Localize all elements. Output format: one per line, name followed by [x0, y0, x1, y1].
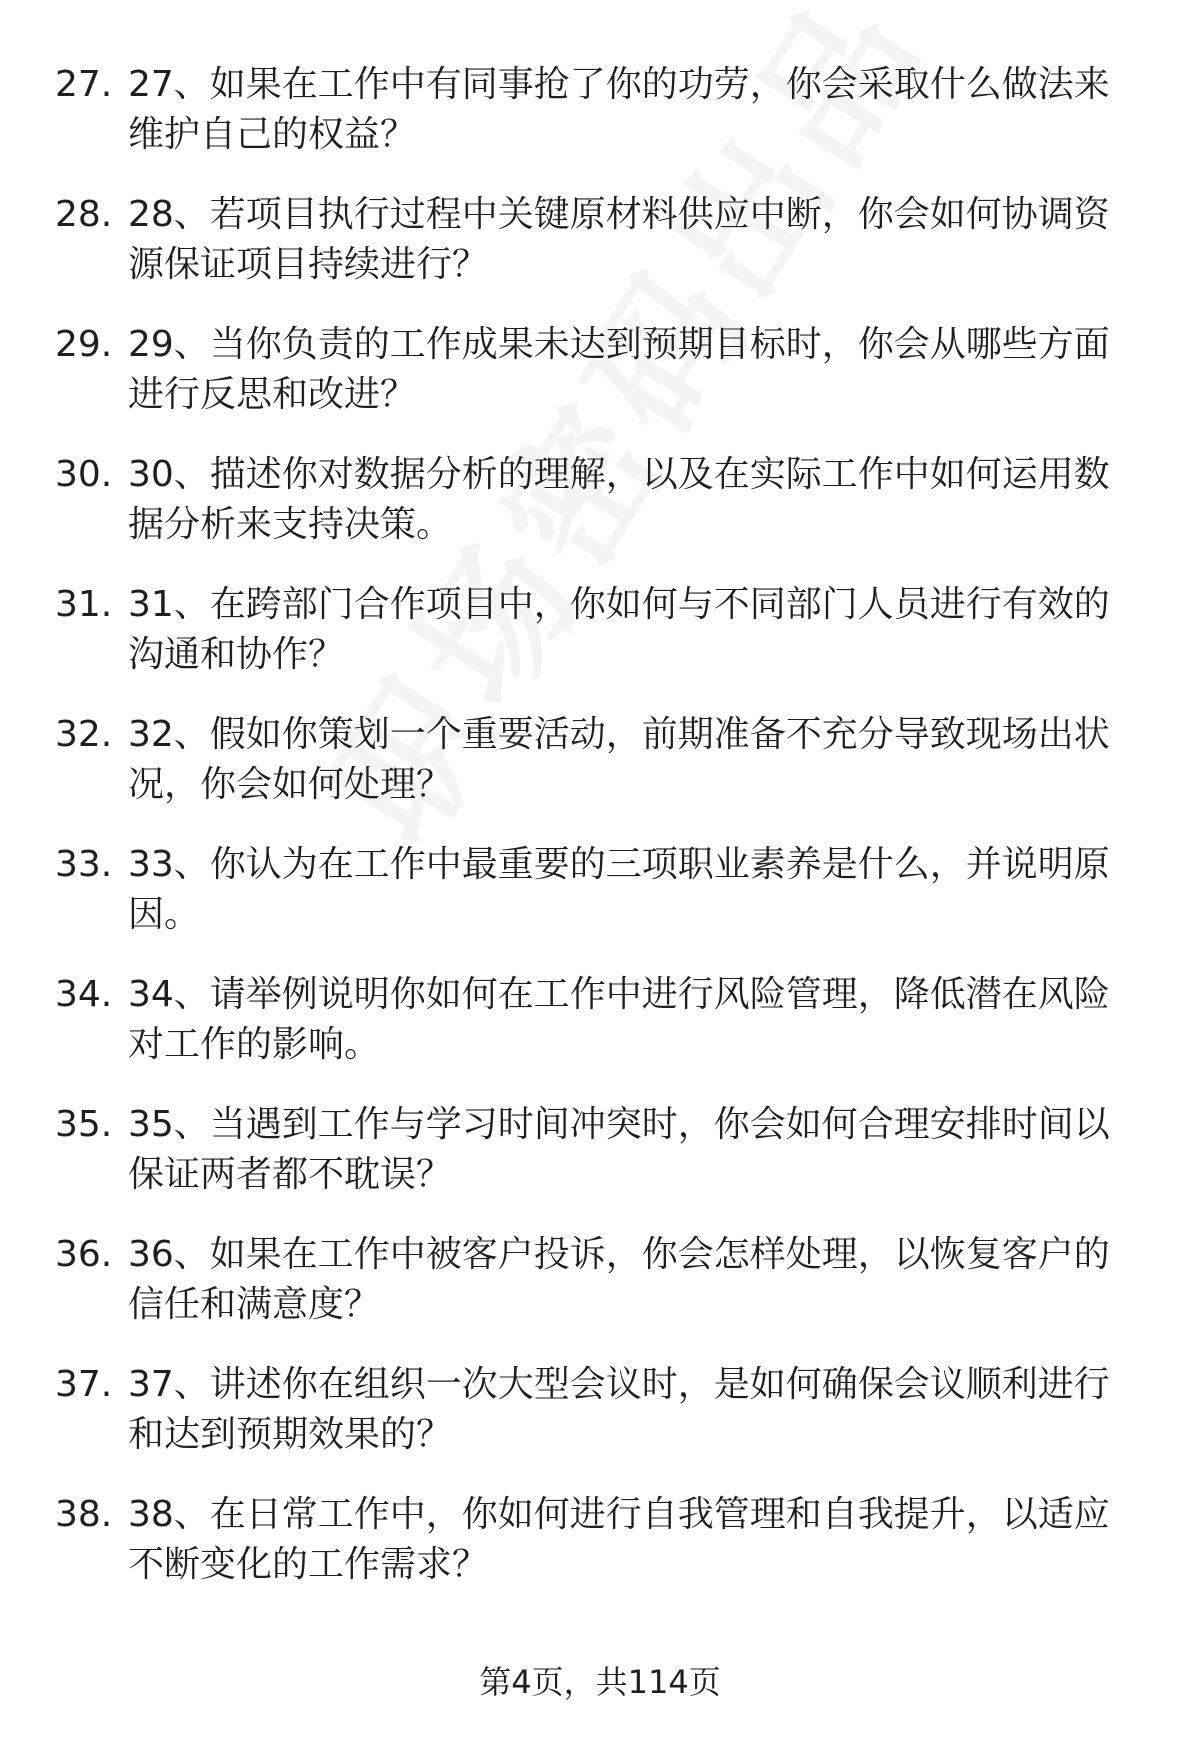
question-item: [55, 1230, 1145, 1334]
question-number: 27.: [55, 64, 113, 105]
question-number: 35.: [55, 1104, 113, 1145]
question-item: [55, 450, 1145, 554]
question-text: 27、如果在工作中有同事抢了你的功劳，你会采取什么做法来维护自己的权益？: [128, 64, 1110, 155]
question-text: 29、当你负责的工作成果未达到预期目标时，你会从哪些方面进行反思和改进？: [128, 324, 1110, 415]
question-item: [55, 1100, 1145, 1204]
question-item: [55, 1490, 1145, 1594]
question-item: [55, 320, 1145, 424]
question-number: 30.: [55, 454, 113, 495]
question-item: [55, 710, 1145, 814]
question-text: 38、在日常工作中，你如何进行自我管理和自我提升，以适应不断变化的工作需求？: [128, 1494, 1110, 1585]
question-item: [55, 580, 1145, 684]
question-item: [55, 1360, 1145, 1464]
page-footer: 第4页，共114页: [479, 1663, 721, 1701]
question-number: 29.: [55, 324, 113, 365]
question-number: 36.: [55, 1234, 113, 1275]
question-item: [55, 60, 1145, 164]
question-text: 28、若项目执行过程中关键原材料供应中断，你会如何协调资源保证项目持续进行？: [128, 194, 1110, 285]
question-number: 38.: [55, 1494, 113, 1535]
question-text: 34、请举例说明你如何在工作中进行风险管理，降低潜在风险对工作的影响。: [128, 974, 1110, 1065]
question-number: 28.: [55, 194, 113, 235]
question-number: 32.: [55, 714, 113, 755]
question-text: 33、你认为在工作中最重要的三项职业素养是什么，并说明原因。: [128, 844, 1110, 935]
question-number: 37.: [55, 1364, 113, 1405]
question-text: 36、如果在工作中被客户投诉，你会怎样处理，以恢复客户的信任和满意度？: [128, 1234, 1110, 1325]
question-list: [55, 60, 1145, 1620]
question-text: 30、描述你对数据分析的理解，以及在实际工作中如何运用数据分析来支持决策。: [128, 454, 1110, 545]
question-text: 37、讲述你在组织一次大型会议时，是如何确保会议顺利进行和达到预期效果的？: [128, 1364, 1110, 1455]
question-number: 34.: [55, 974, 113, 1015]
question-text: 31、在跨部门合作项目中，你如何与不同部门人员进行有效的沟通和协作？: [128, 584, 1110, 675]
question-item: [55, 190, 1145, 294]
question-item: [55, 970, 1145, 1074]
question-item: [55, 840, 1145, 944]
question-text: 32、假如你策划一个重要活动，前期准备不充分导致现场出状况，你会如何处理？: [128, 714, 1110, 805]
question-number: 31.: [55, 584, 113, 625]
question-text: 35、当遇到工作与学习时间冲突时，你会如何合理安排时间以保证两者都不耽误？: [128, 1104, 1110, 1195]
question-number: 33.: [55, 844, 113, 885]
